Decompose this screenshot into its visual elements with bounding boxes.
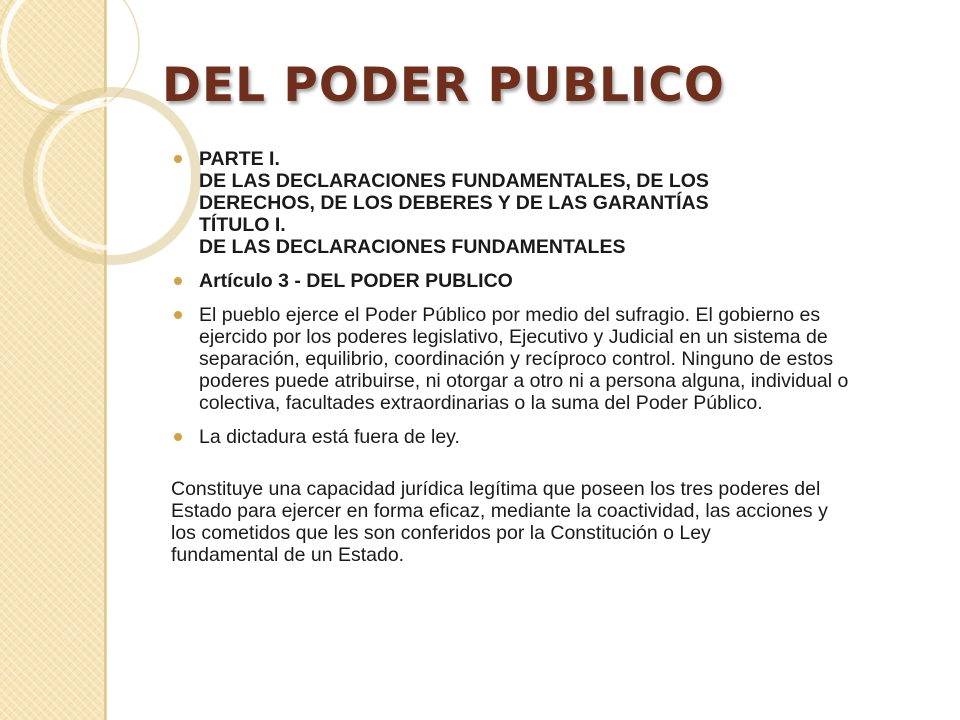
dictatorship-text: La dictadura está fuera de ley. — [199, 426, 460, 448]
bullet-article-text — [171, 304, 941, 414]
bullet-list — [171, 148, 941, 448]
slide-content — [171, 148, 941, 566]
paragraph-line: los cometidos que les son conferidos por la Constitución o Ley — [171, 522, 711, 544]
paragraph-line: fundamental de un Estado. — [171, 544, 405, 566]
paragraph-line: Estado para ejercer en forma eficaz, mediante la coactividad, las acciones y — [171, 500, 828, 522]
part-heading-line: TÍTULO I. — [199, 214, 286, 236]
article-text-line: ejercido por los poderes legislativo, Ejecutivo y Judicial en un sistema de — [199, 326, 828, 348]
article-heading: Artículo 3 - DEL PODER PUBLICO — [199, 270, 513, 292]
bullet-dot-icon — [174, 311, 182, 319]
part-heading-line: DERECHOS, DE LOS DEBERES Y DE LAS GARANTÍAS — [199, 192, 709, 214]
bullet-dictatorship — [171, 426, 941, 448]
bullet-dot-icon — [174, 433, 182, 441]
bullet-dot-icon — [174, 155, 182, 163]
article-text-line: El pueblo ejerce el Poder Público por medio del sufragio. El gobierno es — [199, 304, 821, 326]
part-heading-line: DE LAS DECLARACIONES FUNDAMENTALES, DE LOS — [199, 170, 709, 192]
part-heading-line: DE LAS DECLARACIONES FUNDAMENTALES — [199, 236, 626, 258]
article-text-line: separación, equilibrio, coordinación y recíproco control. Ninguno de estos — [199, 348, 834, 370]
article-text-line: poderes puede atribuirse, ni otorgar a otro ni a persona alguna, individual o — [199, 370, 849, 392]
part-heading-line: PARTE I. — [199, 148, 280, 170]
article-text-line: colectiva, facultades extraordinarias o la suma del Poder Público. — [199, 392, 763, 414]
slide-title: DEL PODER PUBLICO — [162, 58, 725, 113]
closing-paragraph — [171, 478, 925, 566]
bullet-part-heading — [171, 148, 941, 258]
paragraph-line: Constituye una capacidad jurídica legítima que poseen los tres poderes del — [171, 478, 821, 500]
bullet-dot-icon — [174, 277, 182, 285]
bullet-article-heading — [171, 270, 941, 292]
